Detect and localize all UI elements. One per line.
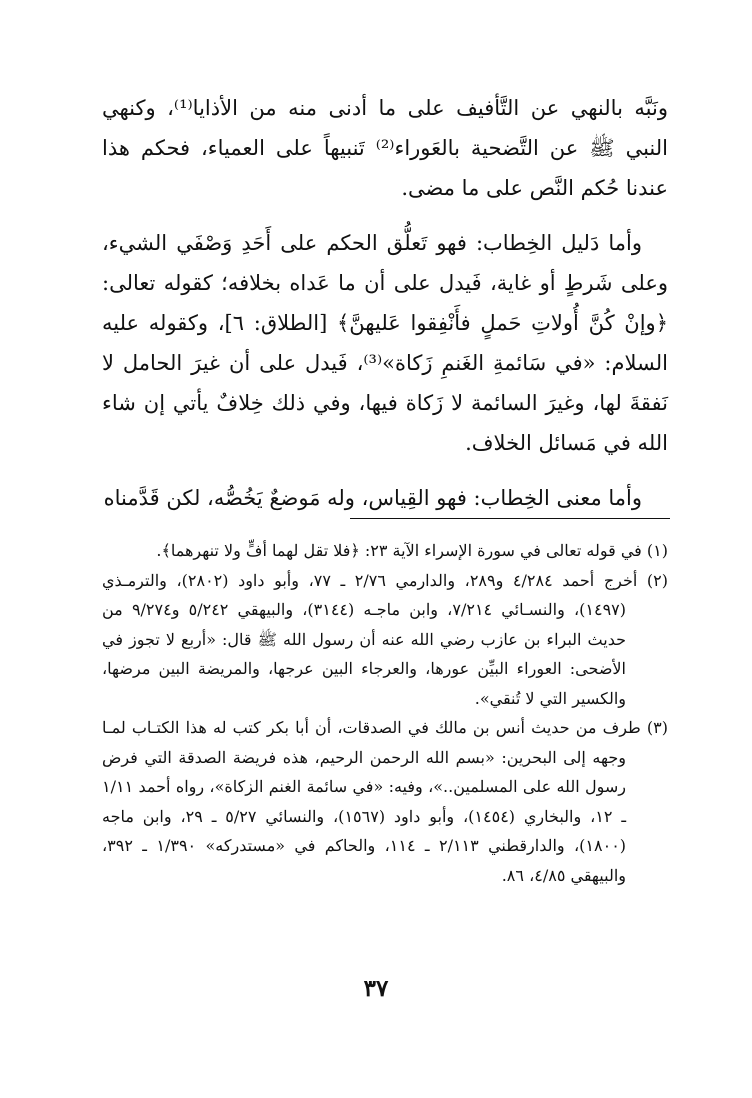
paragraph-2: وأما دَليل الخِطاب: فهو تَعلُّق الحكم على أَحَدِ وَصْفَي الشيء، وعلى شَرطٍ أو غاية، فَيدل على أن ما عَداه بخلافه؛ كقوله تعالى: ﴿وإنْ كُنَّ أُولاتِ حَملٍ فأَنْفِقوا عَليهنَّ﴾ [الطلاق: ٦]، وكقوله عليه السلام: «في سَائمةِ الغَنمِ زَكاة»⁽³⁾، فَيدل على أن غيرَ الحامل لا نَفقةَ لها، وغيرَ السائمة لا زَكاة فيها، وفي ذلك خِلافٌ يأتي إن شاء الله في مَسائل الخلاف. [102, 231, 668, 455]
footnote-1: (١) في قوله تعالى في سورة الإسراء الآية ٢٣: ﴿فلا تقل لهما أفٍّ ولا تنهرهما﴾. [156, 541, 668, 560]
page-number: ٣٧ [363, 975, 389, 1002]
footnote-2: (٢) أخرج أحمد ٤/٢٨٤ و٢٨٩، والدارمي ٢/٧٦ ـ ٧٧، وأبو داود (٢٨٠٢)، والترمـذي (١٤٩٧)، والنسـائي ٧/٢١٤، وابن ماجـه (٣١٤٤)، والبيهقي ٥/٢٤٢ و٩/٢٧٤ من حديث البراء بن عازب رضي الله عنه أن رسول الله ﷺ قال: «أربع لا تجوز في الأضحى: العوراء البيِّن عورها، والعرجاء البين عرجها، والمريضة البين مرضها، والكسير التي لا تُنقي». [102, 570, 668, 708]
footnote-separator [350, 518, 670, 519]
main-text [102, 88, 668, 533]
paragraph-3: وأما معنى الخِطاب: فهو القِياس، وله مَوضعٌ يَخُصُّه، لكن قَدَّمناه [103, 486, 642, 510]
footnotes [102, 536, 668, 890]
paragraph-1: ونَبَّه بالنهي عن التَّأفيف على ما أدنى منه من الأذايا⁽¹⁾، وكنهي النبي ﷺ عن التَّضحية بالعَوراء⁽²⁾ تَنبيهاً على العمياء، فحكم هذا عندنا حُكم النَّص على ما مضى. [102, 96, 668, 200]
footnote-3: (٣) طرف من حديث أنس بن مالك في الصدقات، أن أبا بكر كتب له هذا الكتـاب لمـا وجهه إلى البحرين: «بسم الله الرحمن الرحيم، هذه فريضة الصدقة التي فرض رسول الله على المسلمين..»، وفيه: «في سائمة الغنم الزكاة»، رواه أحمد ١/١١ ـ ١٢، والبخاري (١٤٥٤)، وأبو داود (١٥٦٧)، والنسائي ٥/٢٧ ـ ٢٩، وابن ماجه (١٨٠٠)، والدارقطني ٢/١١٣ ـ ١١٤، والحاكم في «مستدركه» ١/٣٩٠ ـ ٣٩٢، والبيهقي ٤/٨٥، ٨٦. [102, 718, 668, 885]
